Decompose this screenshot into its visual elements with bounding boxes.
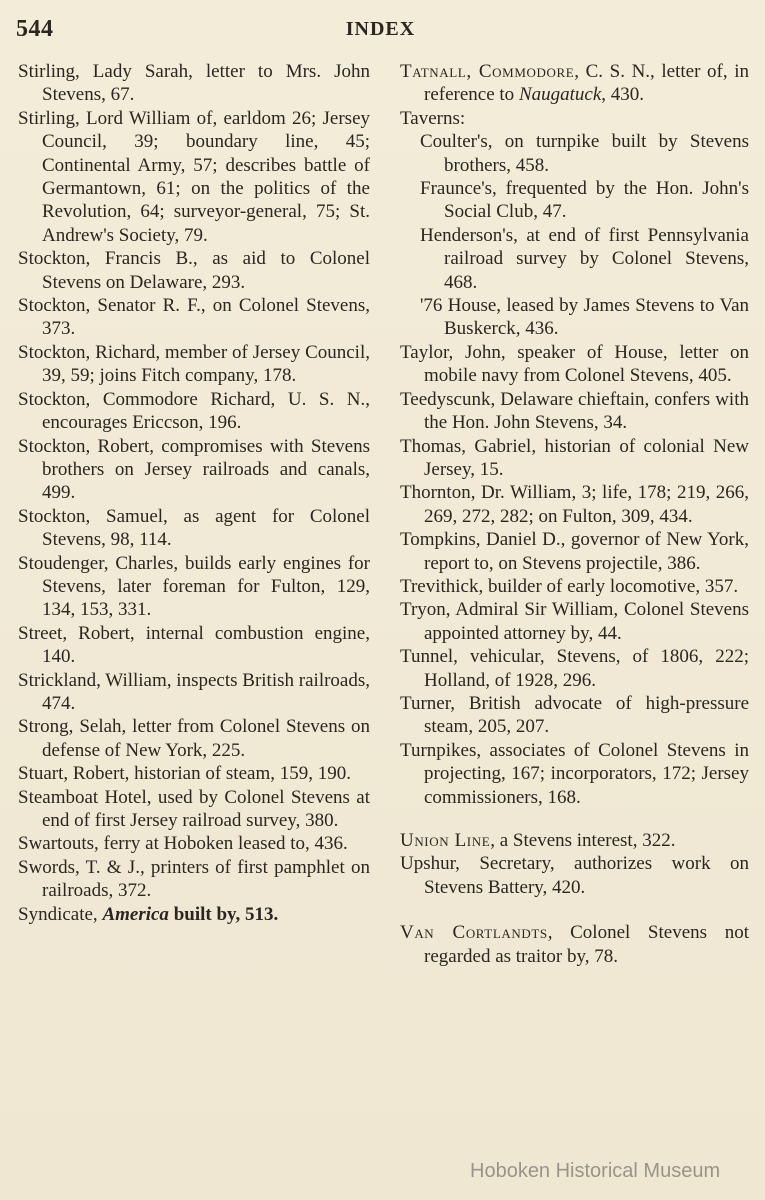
index-entry: Swords, T. & J., printers of first pamphlet on railroads, 372.	[18, 856, 370, 902]
index-entry: Trevithick, builder of early locomotive, 357.	[400, 575, 739, 597]
index-entry: Steamboat Hotel, used by Colonel Stevens at end of first Jersey railroad survey, 380.	[18, 786, 370, 831]
index-entry: Stockton, Francis B., as aid to Colonel Stevens on Delaware, 293.	[18, 248, 370, 293]
index-entry: Stockton, Commodore Richard, U. S. N., encourages Ericcson, 196.	[18, 388, 370, 434]
index-entry: Stockton, Richard, member of Jersey Council, 39, 59; joins Fitch company, 178.	[18, 341, 370, 387]
index-entry: Tunnel, vehicular, Stevens, of 1806, 222; Holland, of 1928, 296.	[400, 646, 749, 691]
entry-text: , a Stevens interest, 322.	[490, 830, 676, 851]
entry-text: , 430.	[601, 84, 645, 106]
index-entry: Stirling, Lady Sarah, letter to Mrs. John Stevens, 67.	[18, 61, 370, 106]
entry-italic-title: Naugatuck	[518, 84, 602, 106]
entry-text: built by, 513.	[168, 903, 279, 925]
index-entry: Street, Robert, internal combustion engine, 140.	[18, 622, 370, 668]
running-title: INDEX	[345, 18, 416, 40]
index-subentry: '76 House, leased by James Stevens to Van Buskerck, 436.	[420, 295, 749, 340]
index-entry: Strickland, William, inspects British railroads, 474.	[18, 669, 370, 714]
index-entry: Stoudenger, Charles, builds early engines for Stevens, later foreman for Fulton, 129, 134, 153, 331.	[18, 552, 370, 621]
entry-italic-title: America	[102, 903, 169, 925]
index-entry: Strong, Selah, letter from Colonel Stevens on defense of New York, 225.	[18, 716, 370, 761]
index-entry-van-cortlandts	[400, 921, 749, 968]
index-entry: Taylor, John, speaker of House, letter on mobile navy from Colonel Stevens, 405.	[400, 341, 749, 387]
index-entry: Thomas, Gabriel, historian of colonial New Jersey, 15.	[400, 435, 749, 480]
museum-watermark: Hoboken Historical Museum	[470, 1160, 721, 1182]
entry-small-caps: Van Cortlandts	[400, 922, 548, 944]
index-entry: Stockton, Senator R. F., on Colonel Stevens, 373.	[18, 295, 370, 340]
index-heading-taverns: Taverns:	[400, 107, 466, 129]
index-entry: Stockton, Robert, compromises with Stevens brothers on Jersey railroads and canals, 499.	[18, 435, 370, 504]
index-entry: Stockton, Samuel, as agent for Colonel Stevens, 98, 114.	[18, 505, 370, 551]
index-entry: Swartouts, ferry at Hoboken leased to, 436.	[18, 833, 348, 855]
index-subentry: Henderson's, at end of first Pennsylvania railroad survey by Colonel Stevens, 468.	[420, 224, 749, 293]
left-index-column	[18, 60, 370, 926]
page-header	[16, 16, 745, 46]
index-entry: Thornton, Dr. William, 3; life, 178; 219, 266, 269, 272, 282; on Fulton, 309, 434.	[400, 482, 749, 527]
index-entry: Stuart, Robert, historian of steam, 159, 190.	[18, 763, 351, 785]
entry-text: Syndicate,	[18, 903, 103, 925]
index-entry: Tryon, Admiral Sir William, Colonel Stevens appointed attorney by, 44.	[400, 599, 749, 644]
entry-text: , Colonel Stevens not regarded as traitor by, 78.	[424, 922, 749, 967]
index-entry-tatnall	[400, 60, 749, 107]
right-index-column	[400, 60, 749, 968]
index-subentry: Coulter's, on turnpike built by Stevens brothers, 458.	[420, 131, 749, 176]
page-number: 544	[16, 16, 54, 42]
index-entry: Turnpikes, associates of Colonel Stevens in projecting, 167; incorporators, 172; Jersey commissioners, 168.	[400, 739, 749, 808]
index-entry: Turner, British advocate of high-pressure steam, 205, 207.	[400, 692, 749, 738]
entry-small-caps: Union Line	[400, 830, 491, 851]
index-entry: Teedyscunk, Delaware chieftain, confers with the Hon. John Stevens, 34.	[400, 388, 749, 434]
index-entry-syndicate	[18, 903, 370, 926]
index-entry: Tompkins, Daniel D., governor of New York, report to, on Stevens projectile, 386.	[400, 529, 749, 574]
index-entry: Upshur, Secretary, authorizes work on Stevens Battery, 420.	[400, 853, 749, 898]
index-subentry: Fraunce's, frequented by the Hon. John's Social Club, 47.	[420, 178, 749, 223]
entry-text: , C. S. N., letter of, in reference to	[424, 61, 749, 106]
entry-small-caps: Tatnall, Commodore	[400, 61, 575, 82]
index-entry: Stirling, Lord William of, earldom 26; Jersey Council, 39; boundary line, 45; Continental Army, 57; describes battle of Germantown, 61; on the politics of the Revolution, 64; surveyor-general, 75; St. Andrew's Society, 79.	[18, 107, 370, 246]
index-entry-union-line	[400, 829, 749, 852]
